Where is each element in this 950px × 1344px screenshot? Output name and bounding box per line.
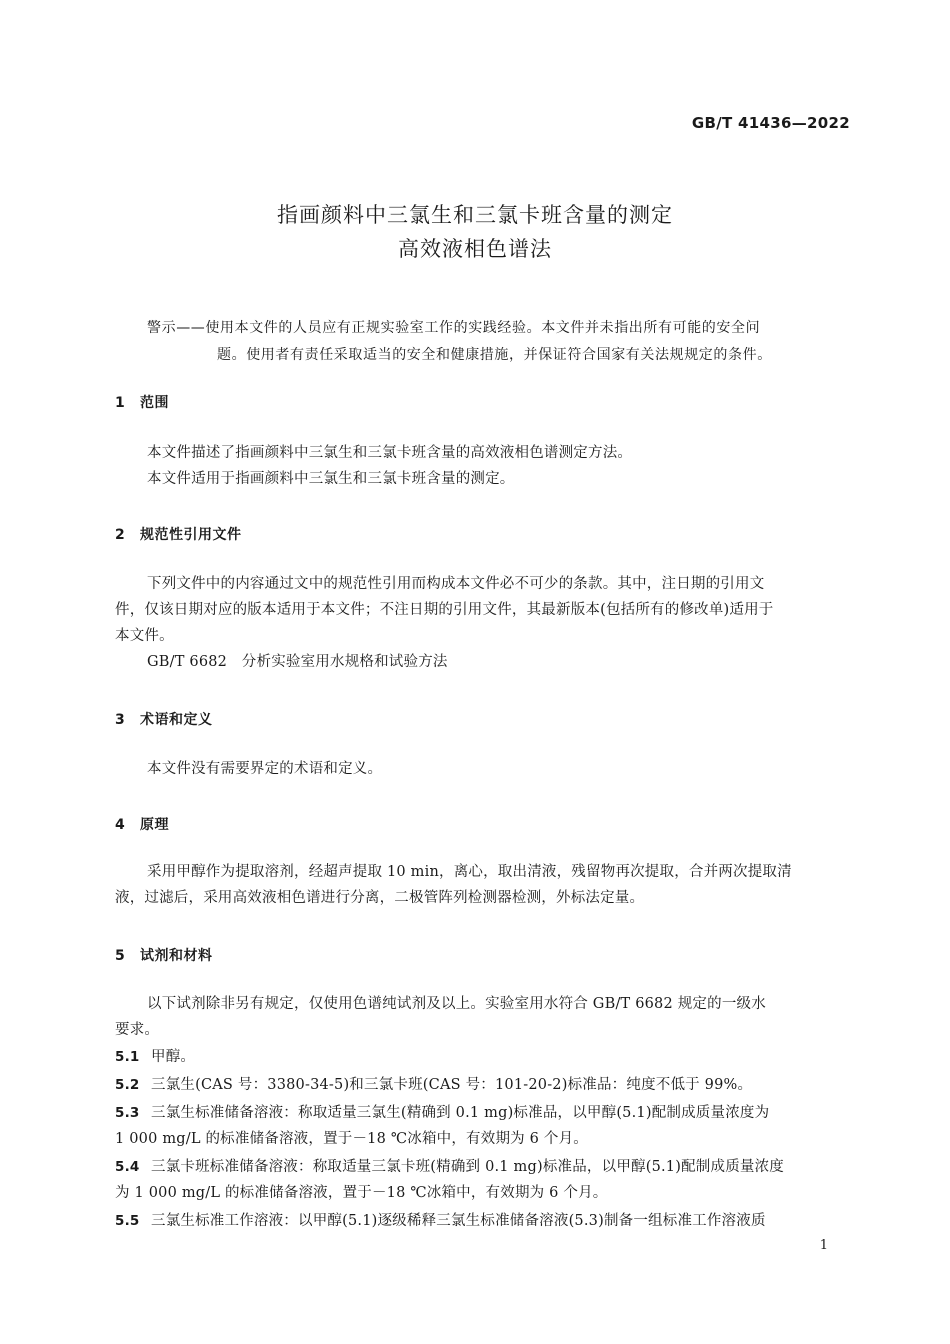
paragraph-line: 液，过滤后，采用高效液相色谱进行分离，二极管阵列检测器检测，外标法定量。 bbox=[115, 890, 645, 906]
clause-number: 5.2 bbox=[115, 1077, 140, 1093]
section-heading-reagents bbox=[115, 945, 213, 965]
paragraph-line: 要求。 bbox=[115, 1022, 160, 1038]
section-number: 1 bbox=[115, 395, 126, 411]
section-title: 规范性引用文件 bbox=[140, 527, 242, 543]
normative-references-body bbox=[115, 571, 853, 675]
scope-body bbox=[115, 440, 853, 492]
page-number: 1 bbox=[819, 1238, 828, 1253]
paragraph: 本文件描述了指画颜料中三氯生和三氯卡班含量的高效液相色谱测定方法。 bbox=[147, 445, 633, 461]
section-title: 术语和定义 bbox=[140, 712, 213, 728]
document-title-line-2: 高效液相色谱法 bbox=[398, 237, 552, 261]
reference-entry: GB/T 6682 分析实验室用水规格和试验方法 bbox=[147, 654, 448, 670]
reagents-intro bbox=[115, 991, 853, 1043]
terms-body bbox=[115, 756, 853, 782]
clause-text-continued: 为 1 000 mg/L 的标准储备溶液，置于－18 ℃冰箱中，有效期为 6 个月。 bbox=[115, 1185, 608, 1201]
clause-text: 三氯生标准工作溶液：以甲醇(5.1)逐级稀释三氯生标准储备溶液(5.3)制备一组标准工作溶液质 bbox=[151, 1213, 766, 1229]
clause-number: 5.3 bbox=[115, 1105, 140, 1121]
paragraph-line: 采用甲醇作为提取溶剂，经超声提取 10 min，离心，取出清液，残留物再次提取，合并两次提取清 bbox=[147, 864, 792, 880]
clause-5-3 bbox=[115, 1100, 853, 1152]
section-number: 5 bbox=[115, 948, 126, 964]
paragraph: 本文件适用于指画颜料中三氯生和三氯卡班含量的测定。 bbox=[147, 471, 515, 487]
warning-line-1: 警示——使用本文件的人员应有正规实验室工作的实践经验。本文件并未指出所有可能的安全问 bbox=[147, 320, 761, 336]
section-number: 4 bbox=[115, 817, 126, 833]
paragraph-line: 以下试剂除非另有规定，仅使用色谱纯试剂及以上。实验室用水符合 GB/T 6682 规定的一级水 bbox=[147, 996, 766, 1012]
clause-text: 三氯生标准储备溶液：称取适量三氯生(精确到 0.1 mg)标准品，以甲醇(5.1)配制成质量浓度为 bbox=[151, 1105, 770, 1121]
clause-text: 甲醇。 bbox=[151, 1049, 196, 1065]
section-heading-normative-references bbox=[115, 524, 242, 544]
clause-text: 三氯卡班标准储备溶液：称取适量三氯卡班(精确到 0.1 mg)标准品，以甲醇(5.1)配制成质量浓度 bbox=[151, 1159, 784, 1175]
clause-number: 5.1 bbox=[115, 1049, 140, 1065]
section-heading-principle bbox=[115, 814, 169, 834]
document-title-line-1: 指画颜料中三氯生和三氯卡班含量的测定 bbox=[277, 203, 673, 227]
paragraph-line: 下列文件中的内容通过文中的规范性引用而构成本文件必不可少的条款。其中，注日期的引用文 bbox=[147, 576, 765, 592]
standard-code: GB/T 41436—2022 bbox=[691, 114, 850, 132]
safety-warning bbox=[147, 315, 857, 369]
clause-5-1 bbox=[115, 1044, 853, 1070]
clause-number: 5.4 bbox=[115, 1159, 140, 1175]
section-number: 2 bbox=[115, 527, 126, 543]
section-heading-scope bbox=[115, 392, 169, 412]
section-number: 3 bbox=[115, 712, 126, 728]
paragraph: 本文件没有需要界定的术语和定义。 bbox=[147, 761, 383, 777]
paragraph-line: 件，仅该日期对应的版本适用于本文件；不注日期的引用文件，其最新版本(包括所有的修改单)适用于 bbox=[115, 602, 774, 618]
clause-5-2 bbox=[115, 1072, 853, 1098]
clause-text: 三氯生(CAS 号：3380-34-5)和三氯卡班(CAS 号：101-20-2)标准品：纯度不低于 99%。 bbox=[151, 1077, 753, 1093]
clause-5-4 bbox=[115, 1154, 853, 1206]
section-title: 原理 bbox=[140, 817, 169, 833]
warning-line-2: 题。使用者有责任采取适当的安全和健康措施，并保证符合国家有关法规规定的条件。 bbox=[217, 347, 772, 363]
section-heading-terms bbox=[115, 709, 213, 729]
principle-body bbox=[115, 859, 853, 911]
clause-text-continued: 1 000 mg/L 的标准储备溶液，置于－18 ℃冰箱中，有效期为 6 个月。 bbox=[115, 1131, 588, 1147]
clause-5-5 bbox=[115, 1208, 853, 1234]
section-title: 范围 bbox=[140, 395, 169, 411]
clause-number: 5.5 bbox=[115, 1213, 140, 1229]
paragraph-line: 本文件。 bbox=[115, 628, 174, 644]
section-title: 试剂和材料 bbox=[140, 948, 213, 964]
